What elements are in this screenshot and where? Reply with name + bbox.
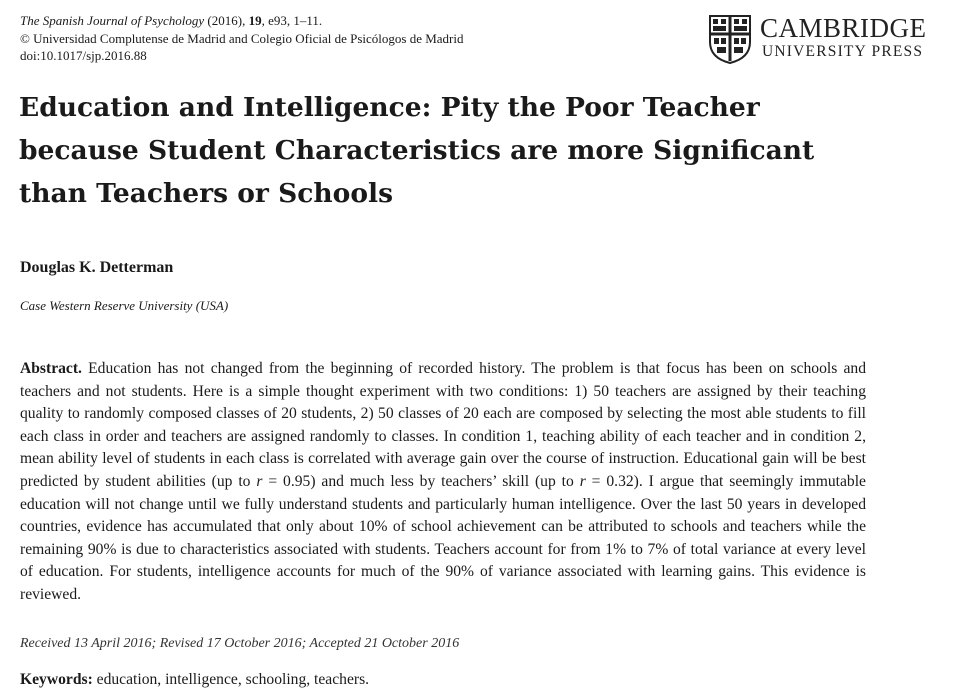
publisher-subtitle: UNIVERSITY PRESS [762,43,924,60]
article-dates: Received 13 April 2016; Revised 17 October 2016; Accepted 21 October 2016 [20,636,460,651]
author-name: Douglas K. Detterman [20,259,174,276]
publisher-name: CAMBRIDGE [760,13,927,43]
keywords-list: education, intelligence, schooling, teachers. [96,671,370,688]
journal-volume: 19 [248,13,262,28]
journal-year: (2016), [207,13,249,28]
university-crest-icon [708,14,752,64]
correlation-symbol: r [579,472,586,490]
journal-name: The Spanish Journal of Psychology [20,13,205,28]
article-title [19,86,919,215]
abstract-text: = 0.32). I argue that seemingly immutable education will not change until we fully understand students and particularly human intelligence. Over the last 50 years in developed countries, evidence has accumulated that only about 10% of school achievement can be attributed to schools and teachers while the remaining 90% is due to characteristics associated with students. Teachers account for from 1% to 7% of total variance at every level of education. For students, intelligence accounts for much of the 90% of variance associated with learning gains. This evidence is reviewed. [20,472,866,603]
abstract-label: Abstract. [20,360,82,377]
title-line: because Student Characteristics are more Significant [19,135,815,166]
keywords-label: Keywords: [20,671,93,688]
correlation-symbol: r [256,472,263,490]
abstract-text: = 0.95) and much less by teachers’ skill (up to [262,472,580,490]
title-line: than Teachers or Schools [19,178,393,209]
title-line: Education and Intelligence: Pity the Poor Teacher [19,92,760,123]
author-affiliation: Case Western Reserve University (USA) [20,298,229,313]
abstract [20,358,866,607]
journal-citation [20,12,464,65]
copyright-line: © Universidad Complutense de Madrid and Colegio Oficial de Psicólogos de Madrid [20,30,464,46]
keywords [20,671,369,689]
doi-link[interactable]: doi:10.1017/sjp.2016.88 [20,48,147,63]
publisher-logo[interactable] [708,14,927,64]
journal-pages: , e93, 1–11. [261,13,323,28]
journal-citation-line [20,12,464,30]
abstract-text: Education has not changed from the beginning of recorded history. The problem is that focus has been on schools and teachers and not students. Here is a simple thought experiment with two conditions: 1) 50 teachers are assigned by their teaching quality to randomly composed classes of 20 students, 2) 50 classes of 20 each are composed by selecting the most able students to fill each class in order and teachers are assigned randomly to classes. In condition 1, teaching ability of each teacher and in condition 2, mean ability level of students in each class is correlated with average gain over the course of instruction. Educational gain will be best predicted by student abilities (up to [20,360,866,490]
